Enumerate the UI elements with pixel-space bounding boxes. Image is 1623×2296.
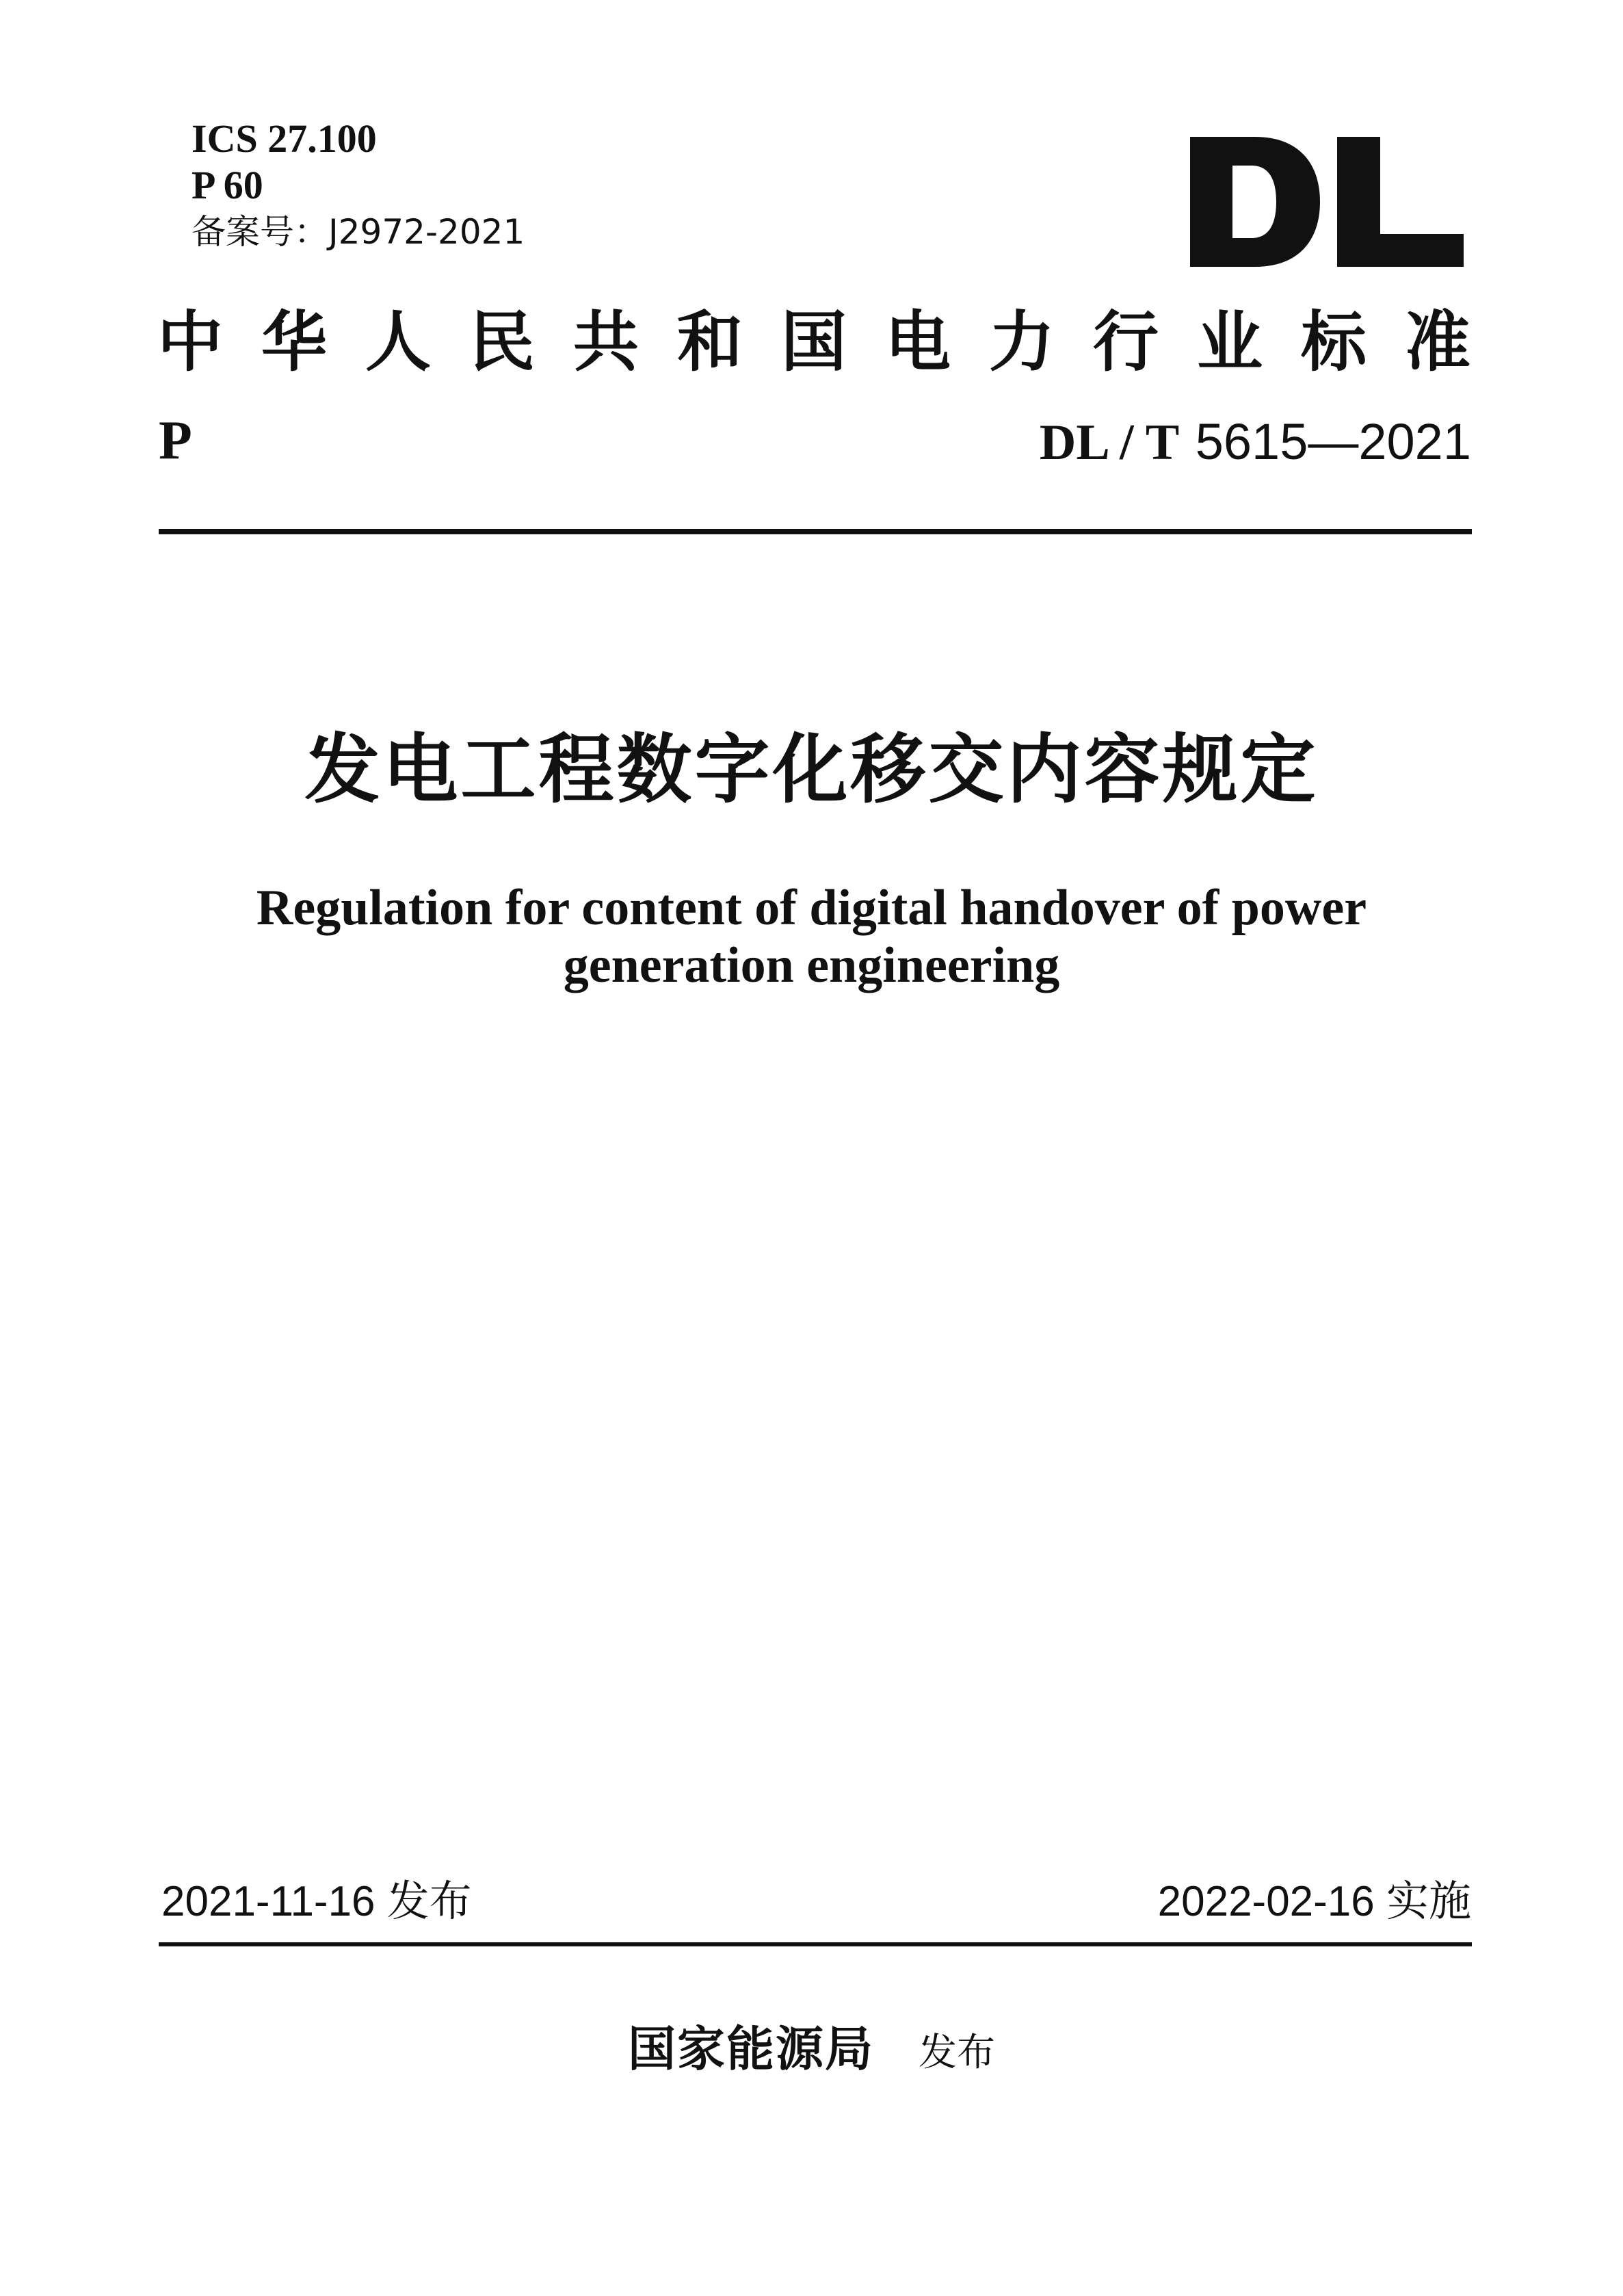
ics-code: ICS 27.100	[192, 116, 377, 161]
standard-code: 5615—2021	[1195, 413, 1471, 470]
publisher-line	[0, 2015, 1623, 2087]
publisher-name: 国家能源局	[627, 2021, 874, 2077]
implementation-date: 2022-02-16 实施	[1157, 1878, 1471, 1925]
classification-code: P 60	[192, 163, 263, 207]
class-letter: P	[159, 410, 192, 471]
issue-date: 2021-11-16 发布	[161, 1878, 472, 1925]
standard-type-header: 中华人民共和国电力行业标准	[157, 303, 1470, 380]
title-chinese: 发电工程数字化移交内容规定	[304, 726, 1319, 813]
publisher-action: 发布	[919, 2031, 996, 2075]
dl-logo	[1190, 137, 1464, 267]
top-divider	[159, 529, 1472, 534]
bottom-divider	[159, 1942, 1472, 1946]
title-english: Regulation for content of digital handover of power generation engineering	[256, 880, 1367, 993]
standard-number	[1040, 408, 1471, 477]
record-number: 备案号：J2972-2021	[192, 212, 525, 252]
standard-prefix: DL / T	[1039, 415, 1180, 471]
